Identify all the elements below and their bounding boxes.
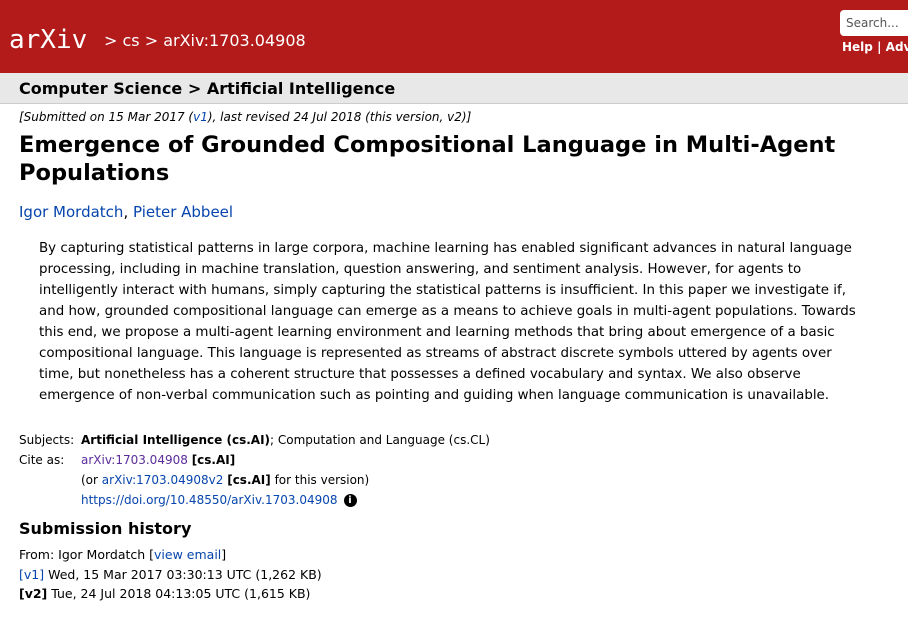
subjects-label: Subjects: [19,433,75,447]
cite-link[interactable]: arXiv:1703.04908 [81,453,188,467]
help-links [842,40,919,54]
breadcrumb[interactable]: > cs > arXiv:1703.04908 [104,31,306,50]
search-input[interactable]: Search... [840,10,920,36]
view-email-link[interactable]: view email [154,547,222,562]
v2-label: [v2] [19,586,48,601]
cite-label: Cite as: [19,453,65,467]
info-icon[interactable]: i [344,494,357,507]
author-separator: , [123,203,133,221]
version-prefix: (or [81,473,102,487]
primary-subject: Artificial Intelligence (cs.AI) [81,433,271,447]
authors [19,203,233,221]
author-link[interactable]: Igor Mordatch [19,203,124,221]
version-tag: [cs.AI] [227,473,271,487]
help-link[interactable]: Help [842,40,873,54]
from-suffix: ] [221,547,227,562]
svg-text:arXiv: arXiv [9,25,88,55]
v2-details: Tue, 24 Jul 2018 04:13:05 UTC (1,615 KB) [47,586,311,601]
submission-history [19,545,322,604]
paper-title: Emergence of Grounded Compositional Language in Multi-Agent Populations [19,132,836,186]
other-subjects: ; Computation and Language (cs.CL) [270,433,490,447]
category-path[interactable]: Computer Science > Artificial Intelligence [19,79,396,98]
v1-link[interactable]: [v1] [19,566,45,582]
version-suffix: for this version) [270,473,370,487]
v1-details: Wed, 15 Mar 2017 03:30:13 UTC (1,262 KB) [44,566,322,582]
help-separator: | [877,40,882,54]
category-bar [0,73,908,104]
date-suffix: ), last revised 24 Jul 2018 (this version, v2)] [207,110,472,124]
date-v1-link[interactable]: v1 [193,110,208,124]
metadata-table [19,430,490,510]
from-prefix: From: Igor Mordatch [ [19,547,155,562]
top-bar [0,0,920,73]
cite-tag: [cs.AI] [191,453,236,467]
arxiv-logo[interactable] [9,20,101,58]
version-link[interactable]: arXiv:1703.04908v2 [101,473,224,487]
abstract: By capturing statistical patterns in large corpora, machine learning has enabled significant advances in natural language processing, including in machine translation, question answering, and sentiment analysis. However, for agents to intelligently interact with humans, simply capturing the statistical patterns is insufficient. In this paper we investigate if, and how, grounded compositional language can emerge as a means to achieve goals in multi-agent populations. Towards this end, we propose a multi-agent learning environment and learning methods that bring about emergence of a basic compositional language. This language is represented as streams of abstract discrete symbols uttered by agents over time, but nonetheless has a coherent structure that possesses a defined vocabulary and syntax. We also observe emergence of non-verbal communication such as pointing and guiding when language communication is unavailable. [39,241,856,403]
submission-dateline [19,110,471,124]
author-link[interactable]: Pieter Abbeel [132,203,234,221]
advanced-search-link[interactable]: Adva [885,40,920,54]
doi-link[interactable]: https://doi.org/10.48550/arXiv.1703.04908 [81,493,338,507]
date-prefix: [Submitted on 15 Mar 2017 ( [19,110,194,124]
submission-history-heading: Submission history [19,519,192,538]
